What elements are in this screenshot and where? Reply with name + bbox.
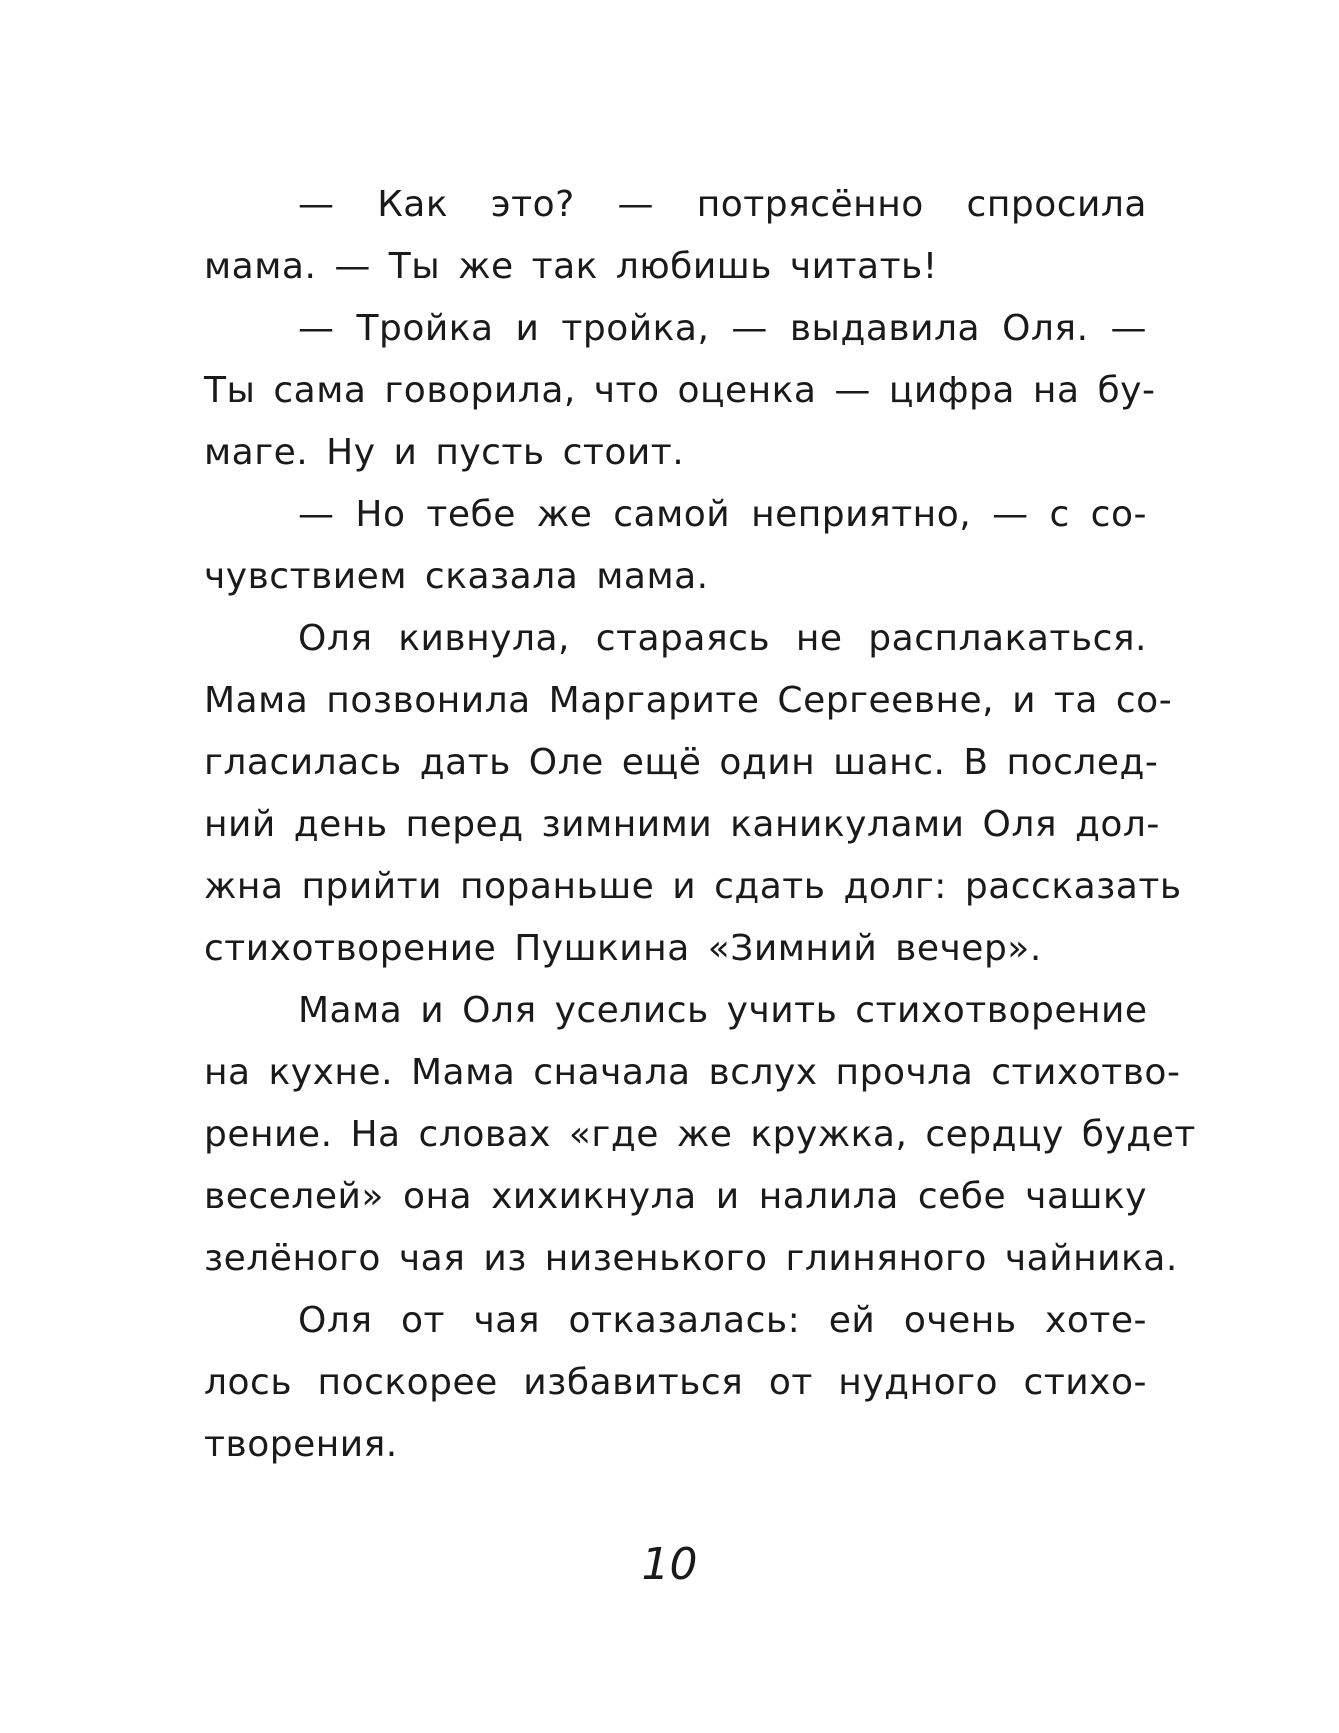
text-line: — Но тебе же самой неприятно, — с со- bbox=[298, 494, 1147, 535]
text-line: Мама и Оля уселись учить стихотворение bbox=[298, 990, 1148, 1031]
text-line: зелёного чая из низенького глиняного чайника. bbox=[204, 1238, 1178, 1279]
text-line: Оля от чая отказалась: ей очень хоте- bbox=[298, 1300, 1147, 1341]
paragraph bbox=[204, 1290, 1147, 1476]
text-line: маге. Ну и пусть стоит. bbox=[204, 432, 685, 473]
paragraph bbox=[204, 608, 1182, 980]
body-text bbox=[204, 174, 1196, 1476]
paragraph bbox=[204, 298, 1156, 484]
page-number: 10 bbox=[641, 1539, 698, 1590]
text-line: Мама позвонила Маргарите Сергеевне, и та со- bbox=[204, 680, 1173, 721]
text-line: — Как это? — потрясённо спросила bbox=[298, 184, 1147, 225]
text-line: Ты сама говорила, что оценка — цифра на бу- bbox=[204, 370, 1156, 411]
text-line: жна прийти пораньше и сдать долг: рассказать bbox=[204, 866, 1182, 907]
text-line: Оля кивнула, стараясь не расплакаться. bbox=[298, 618, 1147, 659]
text-line: стихотворение Пушкина «Зимний вечер». bbox=[204, 928, 1042, 969]
text-line: гласилась дать Оле ещё один шанс. В послед- bbox=[204, 742, 1159, 783]
text-line: ний день перед зимними каникулами Оля дол- bbox=[204, 804, 1160, 845]
text-line: чувствием сказала мама. bbox=[204, 556, 709, 597]
text-line: рение. На словах «где же кружка, сердцу будет bbox=[204, 1114, 1196, 1155]
text-line: веселей» она хихикнула и налила себе чашку bbox=[204, 1176, 1147, 1217]
text-line: лось поскорее избавиться от нудного стихо- bbox=[204, 1362, 1147, 1403]
text-line: — Тройка и тройка, — выдавила Оля. — bbox=[298, 308, 1147, 349]
text-line: творения. bbox=[204, 1424, 398, 1465]
text-line: мама. — Ты же так любишь читать! bbox=[204, 246, 938, 287]
text-line: на кухне. Мама сначала вслух прочла стихотво- bbox=[204, 1052, 1181, 1093]
paragraph bbox=[204, 980, 1196, 1290]
paragraph bbox=[204, 174, 1147, 298]
paragraph bbox=[204, 484, 1147, 608]
